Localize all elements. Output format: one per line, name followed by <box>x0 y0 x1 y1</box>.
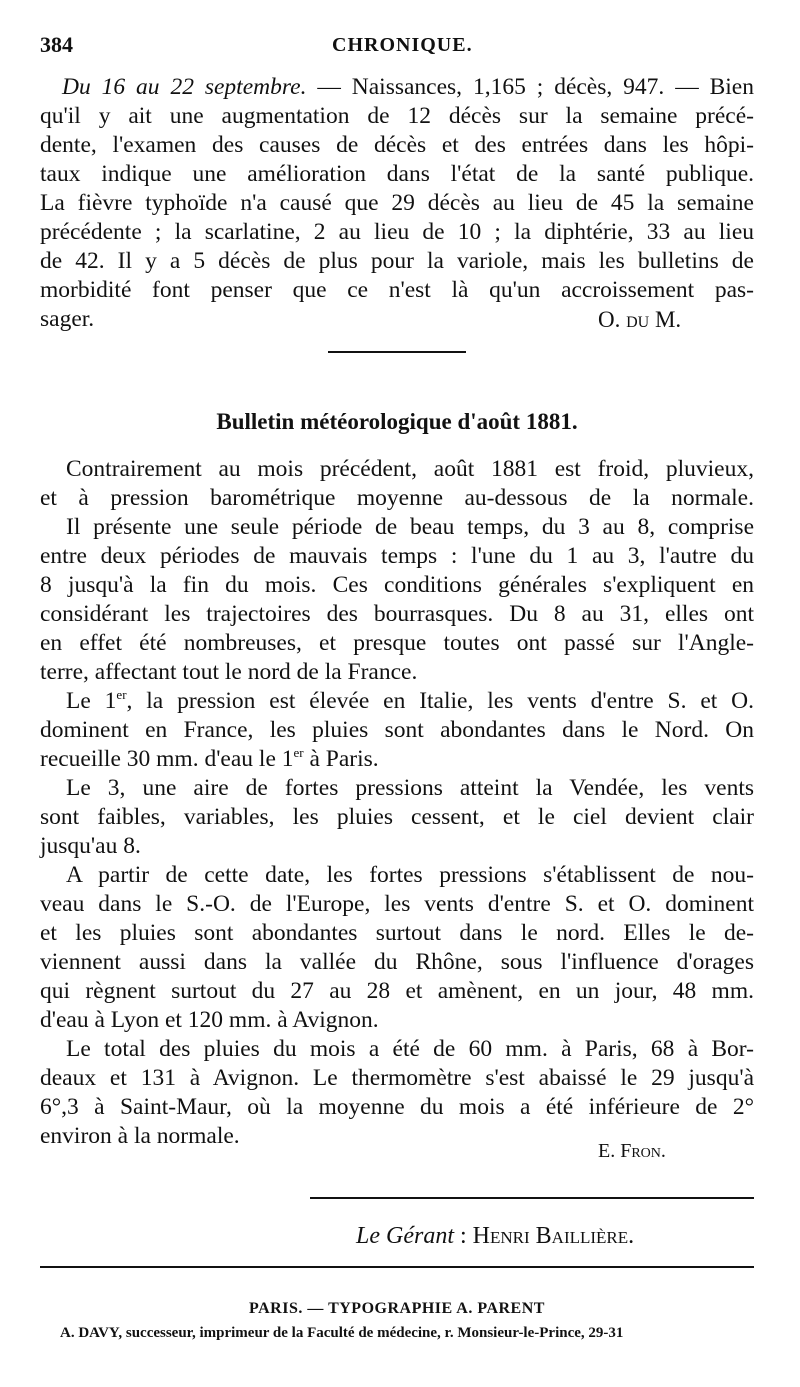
paragraph-1-line-7: de 42. Il y a 5 décès de plus pour la variole, mais les bulletins de <box>40 248 754 274</box>
section-line-8: terre, affectant tout le nord de la France. <box>40 659 418 685</box>
footer-divider <box>40 1266 754 1268</box>
section-line-7: en effet été nombreuses, et presque toutes ont passé sur l'Angle- <box>40 630 754 656</box>
paragraph-1-line-9: sager. <box>40 306 95 332</box>
signature-e-fron: E. Fron. <box>598 1140 666 1162</box>
section-line-5: 8 jusqu'à la fin du mois. Ces conditions générales s'expliquent en <box>40 572 754 598</box>
gerant-name: Henri Baillière. <box>472 1223 635 1249</box>
section-line-11: recueille 30 mm. d'eau le 1er à Paris. <box>40 745 379 772</box>
section-line-6: considérant les trajectoires des bourrasques. Du 8 au 31, elles ont <box>40 601 754 627</box>
paragraph-1-line-2: qu'il y ait une augmentation de 12 décès sur la semaine précé- <box>40 103 754 129</box>
section-line-2: et à pression barométrique moyenne au-dessous de la normale. <box>40 485 754 511</box>
short-divider <box>328 351 466 353</box>
paragraph-1-line-3: dente, l'examen des causes de décès et des entrées dans les hôpi- <box>40 132 754 158</box>
section-title: Bulletin météorologique d'août 1881. <box>216 409 578 434</box>
section-line-17: et les pluies sont abondantes surtout dans le nord. Elles le de- <box>40 920 754 946</box>
section-line-9: Le 1er, la pression est élevée en Italie, les vents d'entre S. et O. <box>66 687 754 714</box>
section-line-18: viennent aussi dans la vallée du Rhône, sous l'influence d'orages <box>40 949 754 975</box>
section-line-15: A partir de cette date, les fortes pressions s'établissent de nou- <box>66 862 754 888</box>
section-line-13: sont faibles, variables, les pluies cessent, et le ciel devient clair <box>40 804 754 830</box>
section-line-16: veau dans le S.-O. de l'Europe, les vents d'entre S. et O. dominent <box>40 891 754 917</box>
paragraph-1-line-4: taux indique une amélioration dans l'état de la santé publique. <box>40 161 754 187</box>
printer-address-line: A. DAVY, successeur, imprimeur de la Faculté de médecine, r. Monsieur-le-Prince, 29-31 <box>60 1325 624 1341</box>
section-line-23: 6°,3 à Saint-Maur, où la moyenne du mois a été inférieure de 2° <box>40 1094 754 1120</box>
section-line-10: dominent en France, les pluies sont abondantes dans le Nord. On <box>40 717 754 743</box>
section-line-21: Le total des pluies du mois a été de 60 mm. à Paris, 68 à Bor- <box>66 1036 754 1062</box>
section-line-3: Il présente une seule période de beau temps, du 3 au 8, comprise <box>66 514 754 540</box>
running-title: CHRONIQUE. <box>332 34 473 56</box>
gerant-separator: : <box>454 1223 473 1249</box>
section-line-14: jusqu'au 8. <box>40 833 141 859</box>
paragraph-1-line-6: précédente ; la scarlatine, 2 au lieu de 10 ; la diphtérie, 33 au lieu <box>40 219 754 245</box>
paragraph-1-line-8: morbidité font penser que ce n'est là qu'un accroissement pas- <box>40 277 754 303</box>
printer-line: PARIS. — TYPOGRAPHIE A. PARENT <box>249 1300 545 1317</box>
section-line-12: Le 3, une aire de fortes pressions atteint la Vendée, les vents <box>66 775 754 801</box>
page-number: 384 <box>40 32 73 57</box>
paragraph-1-line-1: Du 16 au 22 septembre. — Naissances, 1,165 ; décès, 947. — Bien <box>62 74 754 100</box>
paragraph-1-line-5: La fièvre typhoïde n'a causé que 29 décès au lieu de 45 la semaine <box>40 190 754 216</box>
gerant-line <box>356 1223 634 1250</box>
section-line-24: environ à la normale. <box>40 1123 240 1149</box>
gerant-label: Le Gérant <box>356 1223 454 1249</box>
section-line-20: d'eau à Lyon et 120 mm. à Avignon. <box>40 1007 379 1033</box>
section-line-4: entre deux périodes de mauvais temps : l'une du 1 au 3, l'autre du <box>40 543 754 569</box>
section-line-22: deaux et 131 à Avignon. Le thermomètre s'est abaissé le 29 jusqu'à <box>40 1065 754 1091</box>
gerant-divider <box>310 1197 754 1199</box>
running-header <box>40 32 754 62</box>
section-line-19: qui règnent surtout du 27 au 28 et amènent, en un jour, 48 mm. <box>40 978 754 1004</box>
signature-o-du-m: O. du M. <box>598 307 682 332</box>
section-line-1: Contrairement au mois précédent, août 1881 est froid, pluvieux, <box>66 456 754 482</box>
